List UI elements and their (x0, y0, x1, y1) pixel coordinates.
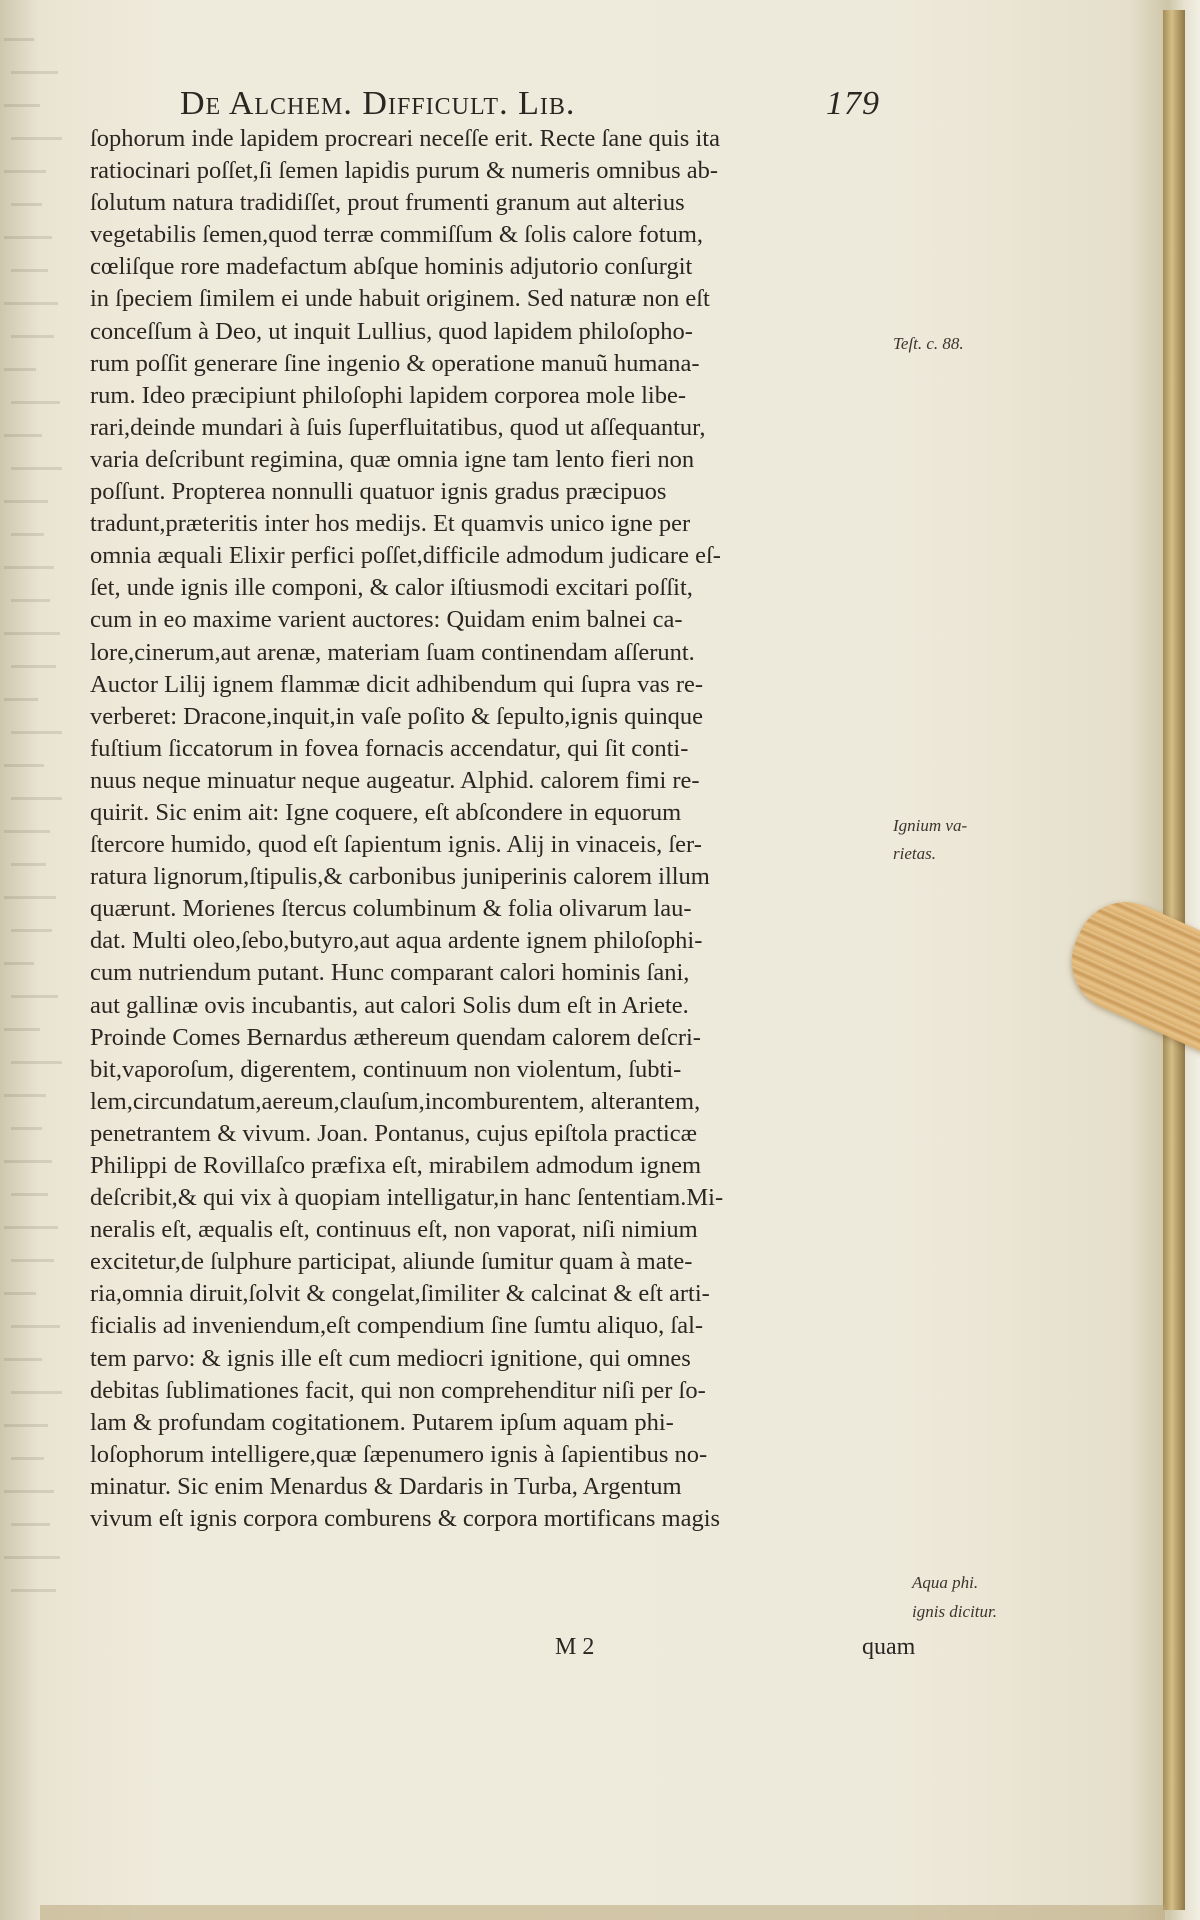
text-line: fuſtium ſiccatorum in fovea fornacis accendatur, qui ſit conti- (90, 734, 689, 762)
bleed-stroke (11, 797, 62, 800)
text-line: ſtercore humido, quod eſt ſapientum ignis. Alij in vinaceis, ſer- (90, 831, 702, 859)
bleed-stroke (4, 1490, 54, 1493)
text-line: debitas ſublimationes facit, qui non comprehenditur niſi per ſo- (90, 1376, 706, 1404)
text-line: tradunt,præteritis inter hos medijs. Et quamvis unico igne per (90, 510, 691, 538)
text-line: nuus neque minuatur neque augeatur. Alphid. calorem fimi re- (90, 766, 700, 794)
bleed-stroke (11, 929, 52, 932)
bleed-stroke (11, 137, 62, 140)
text-line: ſolutum natura tradidiſſet, prout frumenti granum aut alterius (90, 189, 685, 217)
bleed-stroke (11, 731, 62, 734)
bleed-stroke (11, 995, 58, 998)
bleed-stroke (11, 269, 48, 272)
bleed-stroke (11, 335, 54, 338)
bleed-stroke (4, 1028, 40, 1031)
running-title: De Alchem. Difficult. Lib. (180, 85, 576, 122)
bleed-stroke (11, 203, 42, 206)
facing-page-bleed (0, 30, 62, 1650)
text-line: ria,omnia diruit,ſolvit & congelat,ſimiliter & calcinat & eſt arti- (90, 1280, 710, 1308)
bleed-stroke (11, 1391, 62, 1394)
catchword: quam (862, 1634, 916, 1660)
text-line: aut gallinæ ovis incubantis, aut calori Solis dum eſt in Ariete. (90, 991, 689, 1019)
bleed-stroke (11, 1457, 44, 1460)
bleed-stroke (4, 1292, 36, 1295)
bleed-stroke (4, 962, 34, 965)
text-line: excitetur,de ſulphure participat, aliunde ſumitur quam à mate- (90, 1248, 693, 1276)
page-number: 179 (826, 85, 880, 122)
text-line: poſſunt. Propterea nonnulli quatuor ignis gradus præcipuos (90, 478, 667, 506)
bleed-stroke (4, 38, 34, 41)
bleed-stroke (11, 71, 58, 74)
bleed-stroke (11, 599, 50, 602)
bleed-stroke (4, 434, 42, 437)
bleed-stroke (11, 1523, 50, 1526)
text-line: Proinde Comes Bernardus æthereum quendam calorem deſcri- (90, 1023, 701, 1051)
margin-note-aqua-phi: Aqua phi. (912, 1573, 979, 1592)
text-line: bit,vaporoſum, digerentem, continuum non violentum, ſubti- (90, 1055, 682, 1083)
margin-note-testimony: Teſt. c. 88. (893, 334, 964, 353)
text-line: ficialis ad inveniendum,eſt compendium ſine ſumtu aliquo, ſal- (90, 1312, 704, 1340)
bleed-stroke (4, 1424, 48, 1427)
bleed-stroke (4, 1094, 46, 1097)
signature-mark: M 2 (555, 1634, 595, 1660)
text-line: Philippi de Rovillaſco præfixa eſt, mirabilem admodum ignem (90, 1152, 702, 1179)
bleed-stroke (11, 533, 44, 536)
bleed-stroke (4, 830, 50, 833)
margin-note-ignis-dicitur: ignis dicitur. (912, 1602, 998, 1621)
text-line: vegetabilis ſemen,quod terræ commiſſum & ſolis calore fotum, (90, 221, 704, 249)
bleed-stroke (4, 302, 58, 305)
text-line: rum poſſit generare ſine ingenio & operatione manuũ humana- (90, 349, 700, 377)
bleed-stroke (4, 500, 48, 503)
text-line: loſophorum intelligere,quæ ſæpenumero ignis à ſapientibus no- (90, 1440, 708, 1468)
bleed-stroke (11, 1061, 62, 1064)
text-line: varia deſcribunt regimina, quæ omnia igne tam lento fieri non (90, 445, 695, 473)
text-line: in ſpeciem ſimilem ei unde habuit originem. Sed naturæ non eſt (90, 285, 710, 313)
text-line: penetrantem & vivum. Joan. Pontanus, cujus epiſtola practicæ (90, 1119, 697, 1147)
bleed-stroke (4, 170, 46, 173)
text-line: omnia æquali Elixir perfici poſſet,difficile admodum judicare eſ- (90, 542, 721, 570)
text-line: minatur. Sic enim Menardus & Dardaris in Turba, Argentum (90, 1472, 682, 1500)
body-text (90, 123, 900, 1535)
text-line: ratura lignorum,ſtipulis,& carbonibus juniperinis calorem illum (90, 863, 710, 891)
bleed-stroke (4, 566, 54, 569)
bleed-stroke (4, 1226, 58, 1229)
bleed-stroke (4, 698, 38, 701)
text-line: ſet, unde ignis ille componi, & calor iſtiusmodi excitari poſſit, (90, 574, 693, 602)
text-line: tem parvo: & ignis ille eſt cum mediocri ignitione, qui omnes (90, 1344, 691, 1372)
text-line: vivum eſt ignis corpora comburens & corpora mortificans magis (90, 1505, 721, 1533)
text-line: lore,cinerum,aut arenæ, materiam ſuam continendam aſſerunt. (90, 638, 695, 666)
text-line: cum in eo maxime varient auctores: Quidam enim balnei ca- (90, 606, 683, 634)
text-line: cœliſque rore madefactum abſque hominis adjutorio conſurgit (90, 253, 693, 281)
text-line: rari,deinde mundari à ſuis ſuperfluitatibus, quod ut aſſequantur, (90, 413, 706, 441)
text-line: quirit. Sic enim ait: Igne coquere, eſt abſcondere in equorum (90, 798, 682, 826)
text-line: lam & profundam cogitationem. Putarem ipſum aquam phi- (90, 1408, 674, 1436)
margin-note-ignium-varietas: Ignium va- (893, 816, 968, 835)
bleed-stroke (11, 665, 56, 668)
bleed-stroke (4, 236, 52, 239)
bleed-stroke (11, 467, 62, 470)
text-line: neralis eſt, æqualis eſt, continuus eſt, non vaporat, niſi nimium (90, 1216, 698, 1244)
bleed-stroke (4, 104, 40, 107)
text-line: conceſſum à Deo, ut inquit Lullius, quod lapidem philoſopho- (90, 317, 693, 345)
text-line: dat. Multi oleo,ſebo,butyro,aut aqua ardente ignem philoſophi- (90, 927, 703, 955)
text-line: deſcribit,& qui vix à quopiam intelligatur,in hanc ſententiam.Mi- (90, 1184, 724, 1212)
text-line: verberet: Dracone,inquit,in vaſe poſito & ſepulto,ignis quinque (90, 702, 704, 730)
bleed-stroke (4, 368, 36, 371)
bleed-stroke (4, 1358, 42, 1361)
bleed-stroke (4, 896, 56, 899)
text-line: ſophorum inde lapidem procreari neceſſe erit. Recte ſane quis ita (90, 125, 720, 152)
bleed-stroke (11, 1127, 42, 1130)
bleed-stroke (11, 1259, 54, 1262)
text-line: ratiocinari poſſet,ſi ſemen lapidis purum & numeris omnibus ab- (90, 157, 719, 185)
text-line: cum nutriendum putant. Hunc comparant calori hominis ſani, (90, 959, 690, 987)
bottom-page-edge (40, 1905, 1165, 1920)
bleed-stroke (11, 401, 60, 404)
bleed-stroke (4, 632, 60, 635)
bleed-stroke (4, 1160, 52, 1163)
bleed-stroke (11, 1193, 48, 1196)
text-line: Auctor Lilij ignem flammæ dicit adhibendum qui ſupra vas re- (90, 670, 704, 698)
bleed-stroke (11, 1325, 60, 1328)
text-line: rum. Ideo præcipiunt philoſophi lapidem corporea mole libe- (90, 381, 687, 409)
text-line: quærunt. Morienes ſtercus columbinum & folia olivarum lau- (90, 895, 692, 923)
bleed-stroke (4, 764, 44, 767)
text-line: lem,circundatum,aereum,clauſum,incomburentem, alterantem, (90, 1087, 701, 1115)
margin-note-ignium-varietas-2: rietas. (893, 844, 936, 863)
bleed-stroke (11, 1589, 56, 1592)
bleed-stroke (4, 1556, 60, 1559)
bleed-stroke (11, 863, 46, 866)
